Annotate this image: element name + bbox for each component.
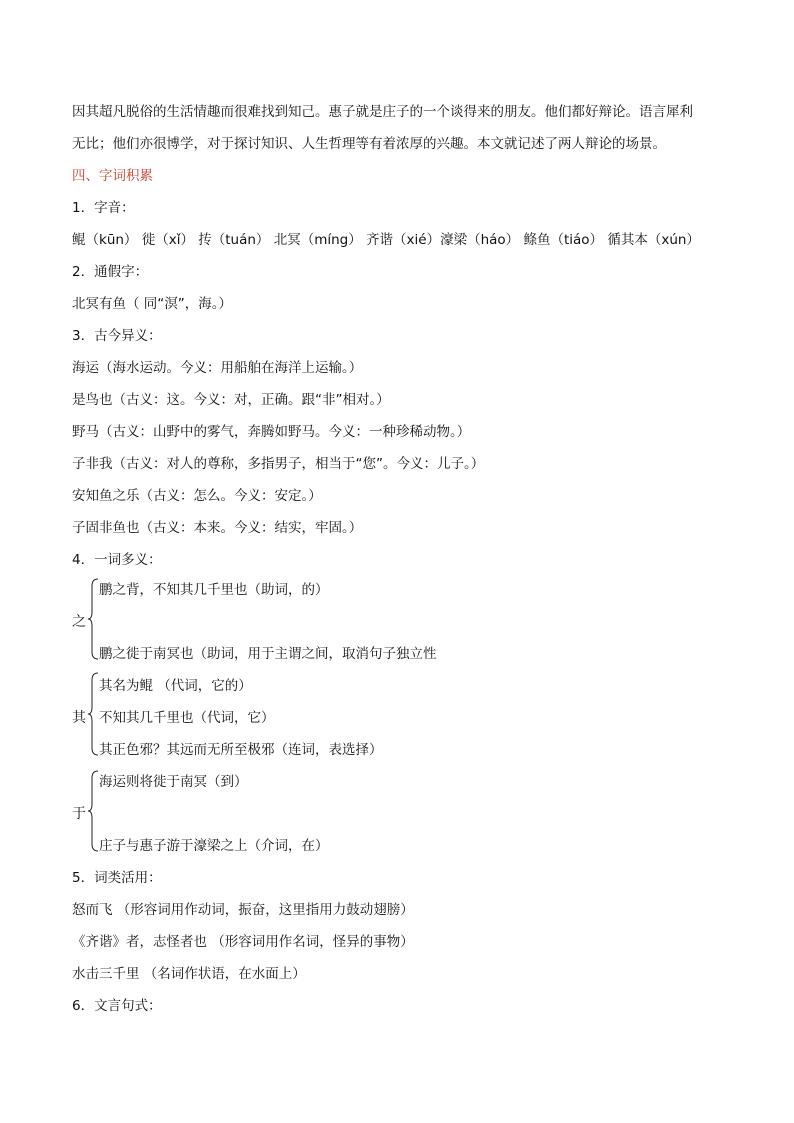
group-char: 之 xyxy=(72,614,86,630)
s3-title: 3．古今异义： xyxy=(72,328,162,344)
s3-item: 子非我（古义：对人的尊称，多指男子，相当于“您”。今义：儿子。） xyxy=(72,456,485,472)
group-char: 于 xyxy=(72,806,86,822)
intro-line-1: 因其超凡脱俗的生活情趣而很难找到知己。惠子就是庄子的一个谈得来的朋友。他们都好辩论。语言犀利 xyxy=(72,104,693,120)
s1-title: 1．字音： xyxy=(72,200,135,216)
s4-title: 4．一词多义： xyxy=(72,552,162,568)
s3-item: 子固非鱼也（古义：本来。今义：结实，牢固。） xyxy=(72,520,363,536)
group-item: 海运则将徙于南冥（到） xyxy=(99,774,248,790)
s3-item: 野马（古义：山野中的雾气，奔腾如野马。今义：一种珍稀动物。） xyxy=(72,424,471,440)
s3-item: 安知鱼之乐（古义：怎么。今义：安定。） xyxy=(72,488,322,504)
s5-item: 《齐谐》者，志怪者也 （形容词用作名词，怪异的事物） xyxy=(72,934,414,950)
s2-body: 北冥有鱼（ 同“溟”，海。） xyxy=(72,296,233,312)
group-item: 鹏之背，不知其几千里也（助词，的） xyxy=(99,582,329,598)
group-item: 庄子与惠子游于濠梁之上（介词，在） xyxy=(99,838,329,854)
s2-title: 2．通假字： xyxy=(72,264,149,280)
section-heading: 四、字词积累 xyxy=(72,168,153,184)
group-item: 不知其几千里也（代词，它） xyxy=(99,710,275,726)
s6-title: 6．文言句式： xyxy=(72,998,162,1014)
s5-item: 怒而飞 （形容词用作动词，振奋，这里指用力鼓动翅膀） xyxy=(72,902,414,918)
s3-item: 是鸟也（古义：这。今义：对，正确。跟“非”相对。） xyxy=(72,392,390,408)
group-item: 鹏之徙于南冥也（助词，用于主谓之间，取消句子独立性 xyxy=(99,646,437,662)
group-char: 其 xyxy=(72,710,86,726)
group-item: 其正色邪？其远而无所至极邪（连词，表选择） xyxy=(99,742,383,758)
s1-body: 鲲（kūn） 徙（xǐ） 抟（tuán） 北冥（míng） 齐谐（xié）濠梁（háo） 鲦鱼（tiáo） 循其本（xún） xyxy=(72,232,700,248)
s5-item: 水击三千里 （名词作状语，在水面上） xyxy=(72,966,306,982)
s5-title: 5．词类活用： xyxy=(72,870,162,886)
s3-item: 海运（海水运动。今义：用船舶在海洋上运输。） xyxy=(72,360,363,376)
group-item: 其名为鲲 （代词，它的） xyxy=(99,678,252,694)
intro-line-2: 无比；他们亦很博学，对于探讨知识、人生哲理等有着浓厚的兴趣。本文就记述了两人辩论的场景。 xyxy=(72,136,666,152)
